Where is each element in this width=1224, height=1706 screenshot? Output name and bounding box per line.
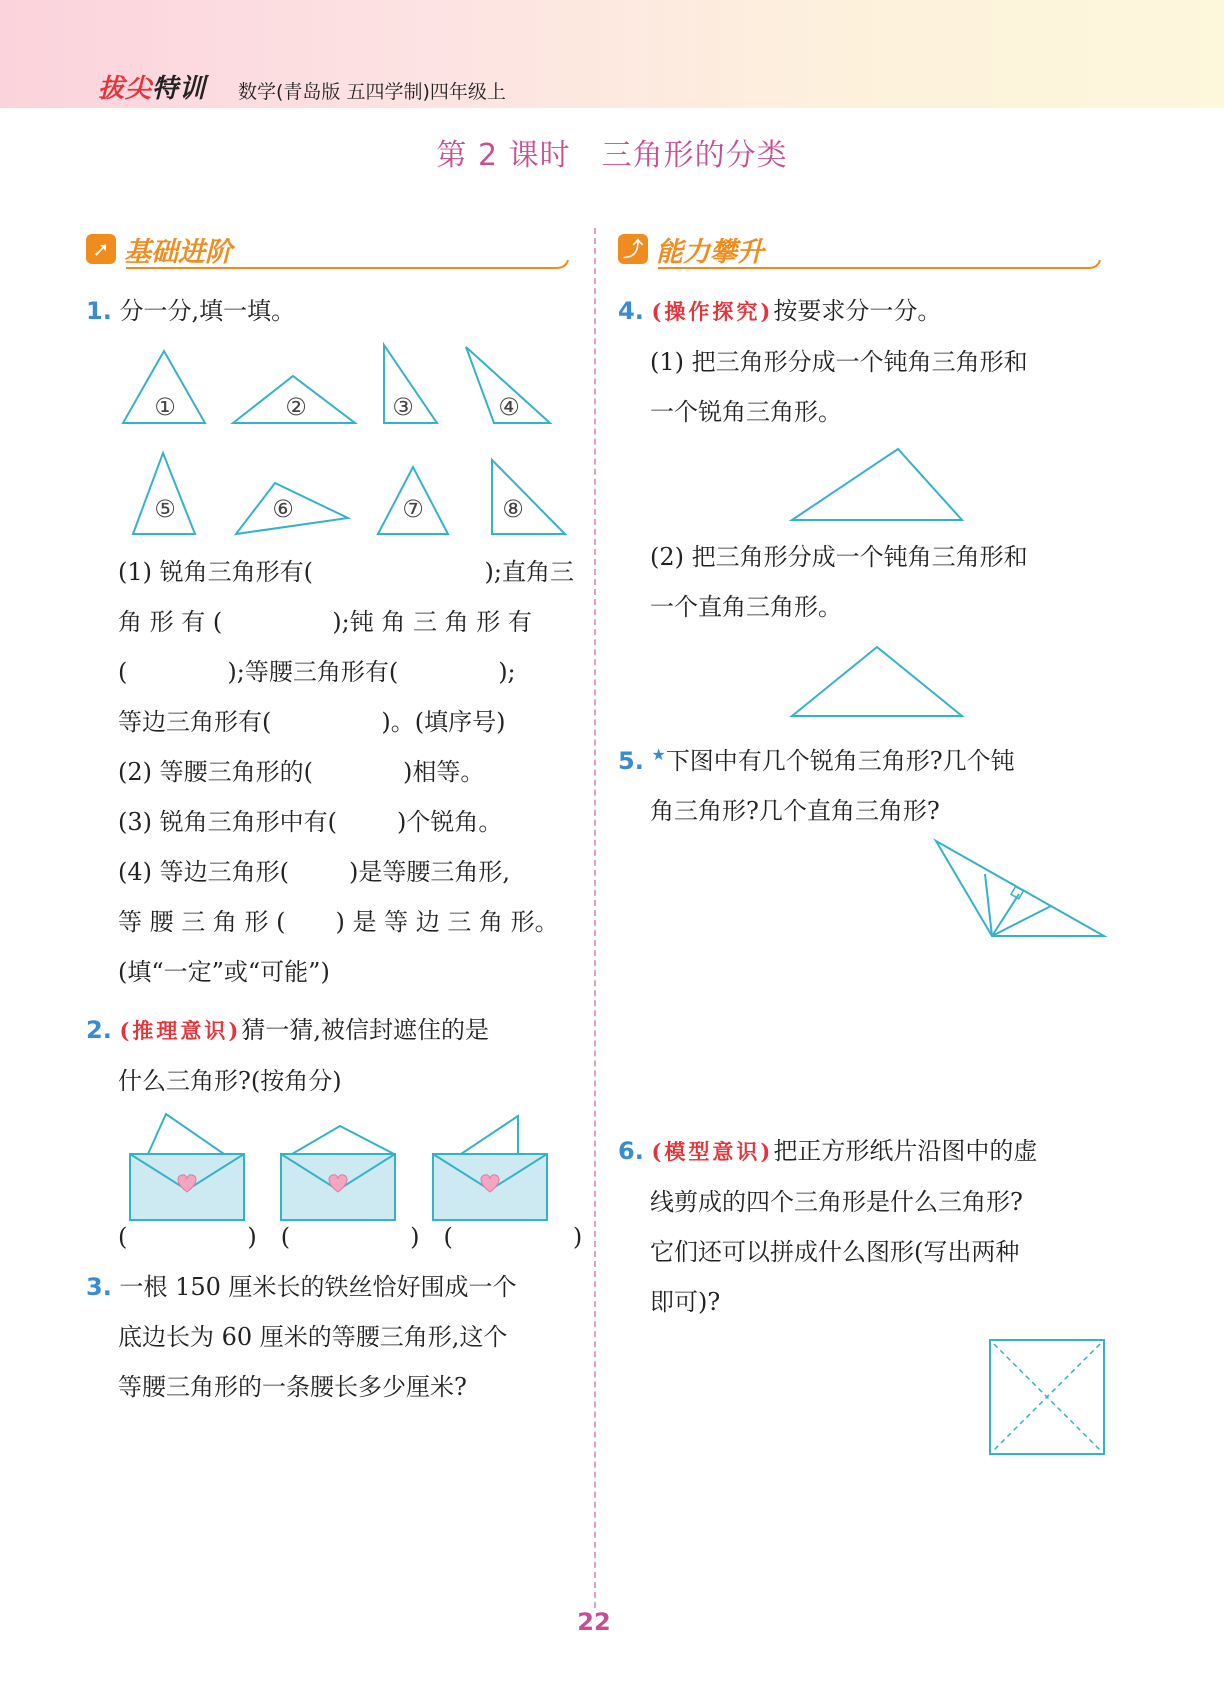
question-3 — [86, 1262, 576, 1412]
triangle-label-5: ⑤ — [154, 495, 176, 523]
hidden-triangle-2 — [292, 1126, 394, 1154]
question-text: 什么三角形?(按角分) — [118, 1067, 342, 1095]
leap-icon: ➚ — [86, 234, 116, 264]
question-text: 把正方形纸片沿图中的虚 — [773, 1137, 1038, 1165]
question-text: 一个直角三角形。 — [650, 593, 842, 621]
question-tag: (模型意识) — [651, 1139, 774, 1164]
question-text: 线剪成的四个三角形是什么三角形? — [650, 1188, 1023, 1216]
question-text: 它们还可以拼成什么图形(写出两种 — [650, 1238, 1020, 1266]
question-text: 下图中有几个锐角三角形?几个钝 — [665, 747, 1015, 775]
question-1-parts — [118, 547, 574, 997]
envelope-answer-blanks: ( ) ( ) ( ) — [118, 1223, 583, 1251]
question-tag: (推理意识) — [119, 1018, 242, 1043]
triangles-figure — [110, 340, 580, 540]
question-tag: (操作探究) — [651, 299, 774, 324]
climb-icon: ⤴ — [618, 234, 648, 264]
column-divider — [594, 228, 596, 1608]
star-icon: ★ — [651, 745, 666, 764]
lesson-title: 第 2 课时 三角形的分类 — [436, 138, 788, 173]
question-text: 按要求分一分。 — [773, 297, 942, 325]
question-text: 分一分,填一填。 — [119, 297, 296, 325]
triangle-label-1: ① — [154, 393, 176, 421]
triangle-label-3: ③ — [392, 393, 414, 421]
question-text: 底边长为 60 厘米的等腰三角形,这个 — [118, 1323, 508, 1351]
question-4-part-2 — [618, 532, 1108, 632]
q1-part-3: (3) 锐角三角形中有( )个锐角。 — [118, 808, 503, 836]
section-title: 基础进阶 — [124, 237, 232, 268]
triangle-label-2: ② — [285, 393, 307, 421]
question-text: 猜一猜,被信封遮住的是 — [241, 1016, 489, 1044]
question-number: 3. — [86, 1273, 112, 1301]
question-text: (2) 把三角形分成一个钝角三角形和 — [650, 543, 1028, 571]
question-number: 5. — [618, 747, 644, 775]
q1-line-3: ( );等腰三角形有( ); — [118, 658, 516, 686]
q1-line-4: 等边三角形有( )。(填序号) — [118, 708, 506, 736]
triangle-label-4: ④ — [498, 393, 520, 421]
question-text: 一根 150 厘米长的铁丝恰好围成一个 — [119, 1273, 517, 1301]
triangle-label-8: ⑧ — [502, 495, 524, 523]
question-1-heading — [86, 286, 576, 336]
hidden-triangle-3 — [461, 1116, 518, 1154]
question-4 — [618, 286, 1108, 437]
question-text: 一个锐角三角形。 — [650, 398, 842, 426]
hidden-triangle-1 — [148, 1114, 224, 1154]
question-text: (1) 把三角形分成一个钝角三角形和 — [650, 348, 1028, 376]
question-number: 2. — [86, 1016, 112, 1044]
q1-line-2: 角 形 有 ( );钝 角 三 角 形 有 — [118, 608, 532, 636]
question-number: 6. — [618, 1137, 644, 1165]
section-title: 能力攀升 — [656, 237, 764, 268]
section-header-ability — [618, 230, 1102, 274]
q1-line-1: (1) 锐角三角形有( );直角三 — [118, 558, 574, 586]
q1-part-4-note: (填“一定”或“可能”) — [118, 958, 330, 986]
page-number: 22 — [577, 1608, 611, 1636]
triangle-label-7: ⑦ — [402, 495, 424, 523]
triangle-label-6: ⑥ — [272, 495, 294, 523]
question-6 — [618, 1126, 1108, 1327]
question-number: 1. — [86, 297, 112, 325]
q5-triangle-figure — [930, 836, 1110, 940]
section-header-basic — [86, 230, 570, 274]
brand-logo: 拔尖特训 — [98, 74, 207, 104]
q1-part-4: (4) 等边三角形( )是等腰三角形, — [118, 858, 510, 886]
q1-part-2: (2) 等腰三角形的( )相等。 — [118, 758, 485, 786]
page-header — [0, 0, 1224, 108]
square-paper-figure — [986, 1336, 1108, 1458]
book-series-title: 数学(青岛版 五四学制)四年级上 — [238, 81, 506, 103]
q4-triangle-2 — [788, 642, 968, 722]
question-2 — [86, 1005, 576, 1106]
question-text: 即可)? — [650, 1288, 721, 1316]
question-5 — [618, 730, 1108, 836]
question-number: 4. — [618, 297, 644, 325]
question-text: 等腰三角形的一条腰长多少厘米? — [118, 1373, 467, 1401]
question-text: 角三角形?几个直角三角形? — [650, 797, 940, 825]
q4-triangle-1 — [788, 446, 968, 526]
q1-part-4-cont: 等 腰 三 角 形 ( ) 是 等 边 三 角 形。 — [118, 908, 559, 936]
